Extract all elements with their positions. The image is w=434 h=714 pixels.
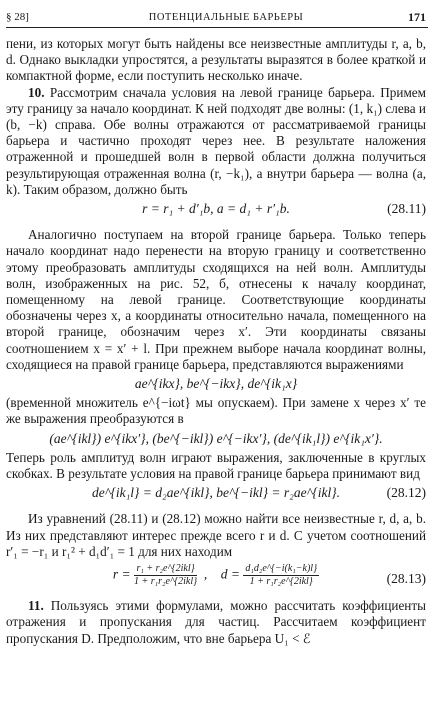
header-rule	[6, 27, 428, 28]
fraction-r-denominator: 1 + r₁r₂e^{2ikl}	[134, 576, 198, 588]
fraction-r	[134, 563, 197, 588]
paragraph-3: Аналогично поступаем на второй границе барьера. Только теперь начало координат надо перенести на вторую границу и соответственно этому преобразовать амплитуды сходящихся на ней волн. Амплитуды волн, изображенных на рис. 52, б, отнесены к началу координат, помещенному на левой границе. Соответствующие координаты обозначены через x, а координаты относительно начала, помещенного на второй границе, обозначим через x′. Эти координаты связаны соотношением x = x′ + l. При прежнем выборе начала координат волны, сходящиеся на правой границе барьера, представляются выражениями	[6, 227, 426, 372]
paragraph-2	[6, 85, 426, 198]
equation-number: (28.13)	[386, 571, 426, 587]
fraction-d-denominator: 1 + r₁r₂e^{2ikl}	[249, 576, 313, 588]
paragraph-5: Теперь роль амплитуд волн играют выражения, заключенные в круглых скобках. В результате условия на правой границе барьера принимают вид	[6, 449, 426, 482]
eq3-r-label: r =	[112, 566, 131, 582]
paragraph-7-text: Пользуясь этими формулами, можно рассчитать коэффициенты отражения и пропускания для частиц. Рассчитаем коэффициент пропускания D. Предположим, что вне барьера U₁ < ℰ	[6, 598, 426, 646]
item-number-10: 10.	[28, 84, 45, 100]
equation-number: (28.12)	[386, 485, 426, 501]
section-ref: § 28]	[6, 11, 29, 23]
paragraph-2-text: Рассмотрим сначала условия на левой границе барьера. Примем эту границу за начало координат. К ней подходят две волны: (1, k₁) слева и (b, −k) справа. Обе волны отражаются от рассматриваемой границы барьера и частично проходят через нее. В результате наложения отраженной и прошедшей волн в первой области должна получиться результирующая отраженная волна (r, −k₁), а внутри барьера — волна (a, k). Таким образом, должно быть	[6, 84, 427, 197]
running-header	[6, 9, 426, 25]
fraction-d-numerator: d₁d₂e^{−i(k₁−k)l}	[245, 563, 318, 575]
expression-waves-x-prime: (ae^{ikl}) e^{ikx′}, (be^{−ikl}) e^{−ikx′}, (de^{ik₁l}) e^{ik₁x′}.	[49, 430, 383, 446]
expression-waves-x: ae^{ikx}, be^{−ikx}, de^{ik₁x}	[134, 376, 298, 392]
equation-28-13: r = $\frac{\text{r₁ + r₂e\textasciicircum{}\{2ikl\}}}{\text{1 + r₁r₂e\textasciicircum{}\{2ikl\}}}$ , d = $\frac{\text{d₁d₂e\textasciicircum{}\{−i(k₁−k)l\}}}{\text{1 + r₁r₂e\textasciicircum{}\{2ikl\}}}$ (28.13)	[112, 563, 426, 588]
paragraph-7	[6, 598, 426, 647]
paragraph-1: пени, из которых могут быть найдены все неизвестные амплитуды r, a, b, d. Однако выкладки упростятся, а результаты выразятся в более краткой и компактной форме, если поступить несколько иначе.	[6, 36, 426, 84]
paragraph-4: (временной множитель e^{−iωt} мы опускаем). При замене x через x′ те же выражения преобразуются в	[6, 395, 426, 427]
fraction-r-numerator: r₁ + r₂e^{2ikl}	[134, 563, 197, 576]
equation-28-11-body: r = r₁ + d′₁b, a = d₁ + r′₁b.	[142, 201, 290, 217]
page-number: 171	[408, 9, 426, 24]
fraction-d	[243, 563, 319, 588]
paragraph-6: Из уравнений (28.11) и (28.12) можно найти все неизвестные r, d, a, b. Из них представляют интерес прежде всего r и d. С учетом соотношений r′₁ = −r₁ и r₁² + d₁d′₁ = 1 для них находим	[6, 511, 426, 559]
eq3-d-label: d =	[220, 566, 241, 582]
equation-28-12	[6, 485, 426, 501]
item-number-11: 11.	[28, 598, 44, 614]
running-title: ПОТЕНЦИАЛЬНЫЕ БАРЬЕРЫ	[148, 11, 304, 23]
equation-28-12-body: de^{ik₁l} = d₂ae^{ikl}, be^{−ikl} = r₂ae^{ikl}.	[92, 485, 340, 501]
text-body	[6, 36, 426, 647]
equation-28-11	[6, 201, 426, 217]
equation-number: (28.11)	[387, 201, 426, 217]
